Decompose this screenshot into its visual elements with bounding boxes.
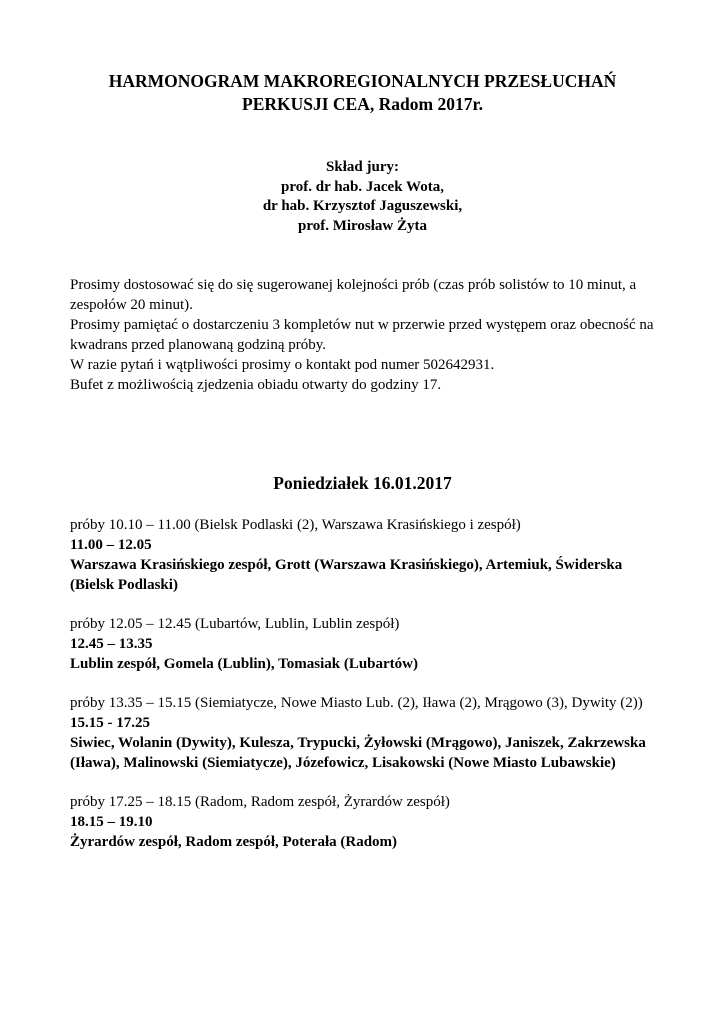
jury-member: dr hab. Krzysztof Jaguszewski,	[262, 198, 463, 214]
rehearsal-time: próby 10.10 – 11.00 (Bielsk Podlaski (2), Warszawa Krasińskiego i zespół)	[70, 517, 521, 533]
schedule-session	[70, 792, 660, 852]
jury-member: prof. dr hab. Jacek Wota,	[281, 178, 444, 195]
note-paragraph: Prosimy pamiętać o dostarczeniu 3 kompletów nut w przerwie przed występem oraz obecność na kwadrans przed planowaną godziną próby.	[70, 317, 654, 353]
performance-time: 11.00 – 12.05	[70, 537, 152, 553]
schedule-list	[70, 515, 660, 871]
jury-section	[40, 158, 685, 236]
note-paragraph: W razie pytań i wątpliwości prosimy o kontakt pod numer 502642931.	[70, 357, 495, 373]
title-line-1: HARMONOGRAM MAKROREGIONALNYCH PRZESŁUCHAŃ	[108, 71, 617, 91]
schedule-session	[70, 614, 660, 674]
jury-heading: Skład jury:	[326, 159, 399, 175]
performance-time: 12.45 – 13.35	[70, 636, 153, 652]
performers-list: Lublin zespół, Gomela (Lublin), Tomasiak (Lubartów)	[70, 656, 418, 672]
document-title	[40, 70, 685, 116]
performers-list: Siwiec, Wolanin (Dywity), Kulesza, Trypucki, Żyłowski (Mrągowo), Janiszek, Zakrzewska (Iława), Malinowski (Siemiatycze), Józefowicz, Lisakowski (Nowe Miasto Lubawskie)	[70, 735, 646, 771]
performance-time: 18.15 – 19.10	[70, 814, 153, 830]
rehearsal-time: próby 13.35 – 15.15 (Siemiatycze, Nowe Miasto Lub. (2), Iława (2), Mrągowo (3), Dywity (2))	[70, 695, 643, 711]
title-line-2: PERKUSJI CEA, Radom 2017r.	[242, 94, 483, 114]
performance-time: 15.15 - 17.25	[70, 715, 150, 731]
rehearsal-time: próby 17.25 – 18.15 (Radom, Radom zespół, Żyrardów zespół)	[70, 794, 450, 810]
jury-member: prof. Mirosław Żyta	[297, 217, 428, 234]
notes-section	[70, 275, 670, 395]
schedule-session	[70, 693, 660, 773]
schedule-session	[70, 515, 660, 595]
performers-list: Żyrardów zespół, Radom zespół, Poterała (Radom)	[70, 834, 398, 850]
day-title: Poniedziałek 16.01.2017	[273, 473, 452, 493]
performers-list: Warszawa Krasińskiego zespół, Grott (Warszawa Krasińskiego), Artemiuk, Świderska (Bielsk Podlaski)	[70, 557, 623, 593]
note-paragraph: Bufet z możliwością zjedzenia obiadu otwarty do godziny 17.	[70, 377, 442, 393]
note-paragraph: Prosimy dostosować się do się sugerowanej kolejności prób (czas prób solistów to 10 minut, a zespołów 20 minut).	[70, 277, 637, 313]
rehearsal-time: próby 12.05 – 12.45 (Lubartów, Lublin, Lublin zespół)	[70, 616, 400, 632]
